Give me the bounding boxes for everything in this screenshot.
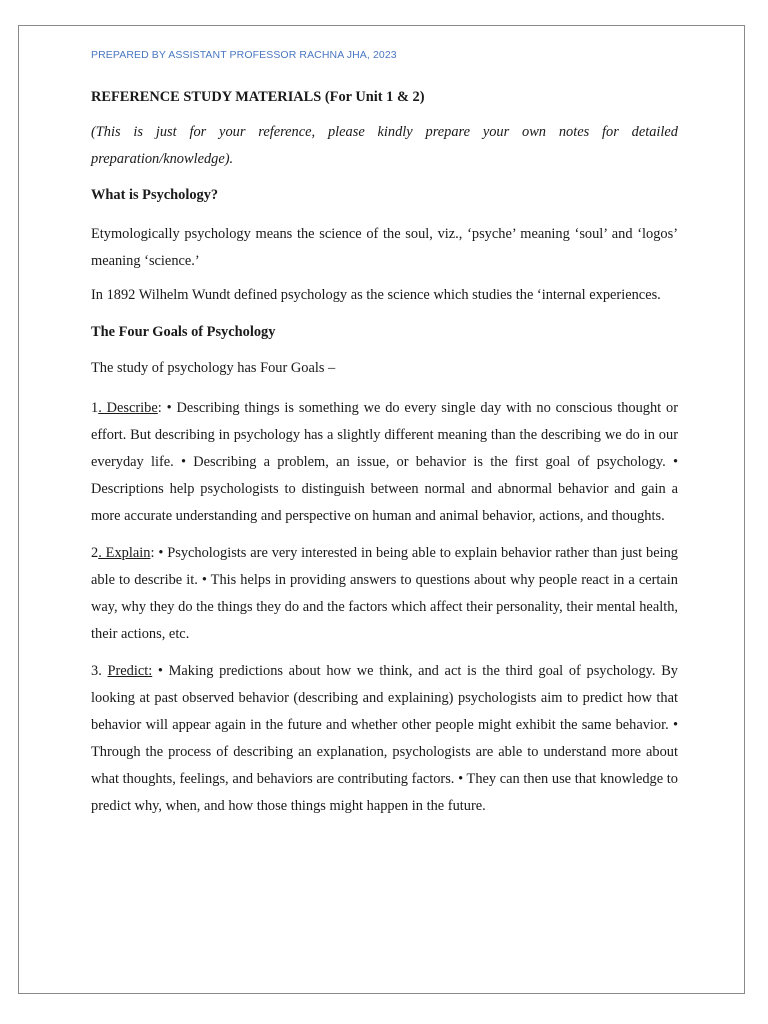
goal-label-suffix: : — [157, 400, 162, 416]
reference-note: (This is just for your reference, please kindly prepare your own notes for detailed preparation/knowledge). — [91, 124, 678, 167]
page-header: PREPARED BY ASSISTANT PROFESSOR RACHNA JHA, 2023 — [91, 49, 397, 61]
goal-explain — [91, 540, 678, 648]
goal-describe — [91, 395, 678, 530]
goal-text: • Describing things is something we do every single day with no conscious thought or effort. But describing in psychology has a slightly different meaning than the describing we do in our everyday life. • Describing a problem, an issue, or behavior is the first goal of psychology. • Descriptions help psychologists to distinguish between normal and abnormal behavior and gain a more accurate understanding and perspective on human and animal behavior, actions, and thoughts. — [91, 400, 678, 524]
goal-number: 2 — [91, 545, 99, 561]
goal-label: . Describe — [98, 400, 158, 416]
goal-label: Predict: — [107, 663, 153, 679]
section-heading-what-is-psychology: What is Psychology? — [91, 187, 219, 203]
document-page — [18, 25, 745, 994]
goal-text: • Psychologists are very interested in being able to explain behavior rather than just being able to describe it. • This helps in providing answers to questions about why people react in a certain way, why they do the things they do and the factors which affect their personality, their mental health, their actions, etc. — [91, 545, 678, 642]
wundt-paragraph: In 1892 Wilhelm Wundt defined psychology as the science which studies the ‘internal experiences. — [91, 287, 661, 303]
goal-number: 1 — [91, 400, 99, 416]
goal-label: . Explain — [98, 545, 151, 561]
goal-label-suffix: : — [150, 545, 155, 561]
goal-number: 3. — [91, 663, 108, 679]
etymology-paragraph: Etymologically psychology means the science of the soul, viz., ‘psyche’ meaning ‘soul’ and ‘logos’ meaning ‘science.’ — [91, 226, 678, 269]
page-content — [91, 48, 678, 830]
document-title: REFERENCE STUDY MATERIALS (For Unit 1 & 2) — [91, 89, 425, 105]
goal-predict — [91, 658, 678, 820]
goal-text: • Making predictions about how we think, and act is the third goal of psychology. By looking at past observed behavior (describing and explaining) psychologists aim to predict how that behavior will appear again in the future and whether other people might exhibit the same behavior. • Through the process of describing an explanation, psychologists are able to understand more about what thoughts, feelings, and behaviors are contributing factors. • They can then use that knowledge to predict why, when, and how those things might happen in the future. — [91, 663, 678, 814]
four-goals-intro: The study of psychology has Four Goals – — [91, 360, 336, 376]
section-heading-four-goals: The Four Goals of Psychology — [91, 324, 276, 340]
